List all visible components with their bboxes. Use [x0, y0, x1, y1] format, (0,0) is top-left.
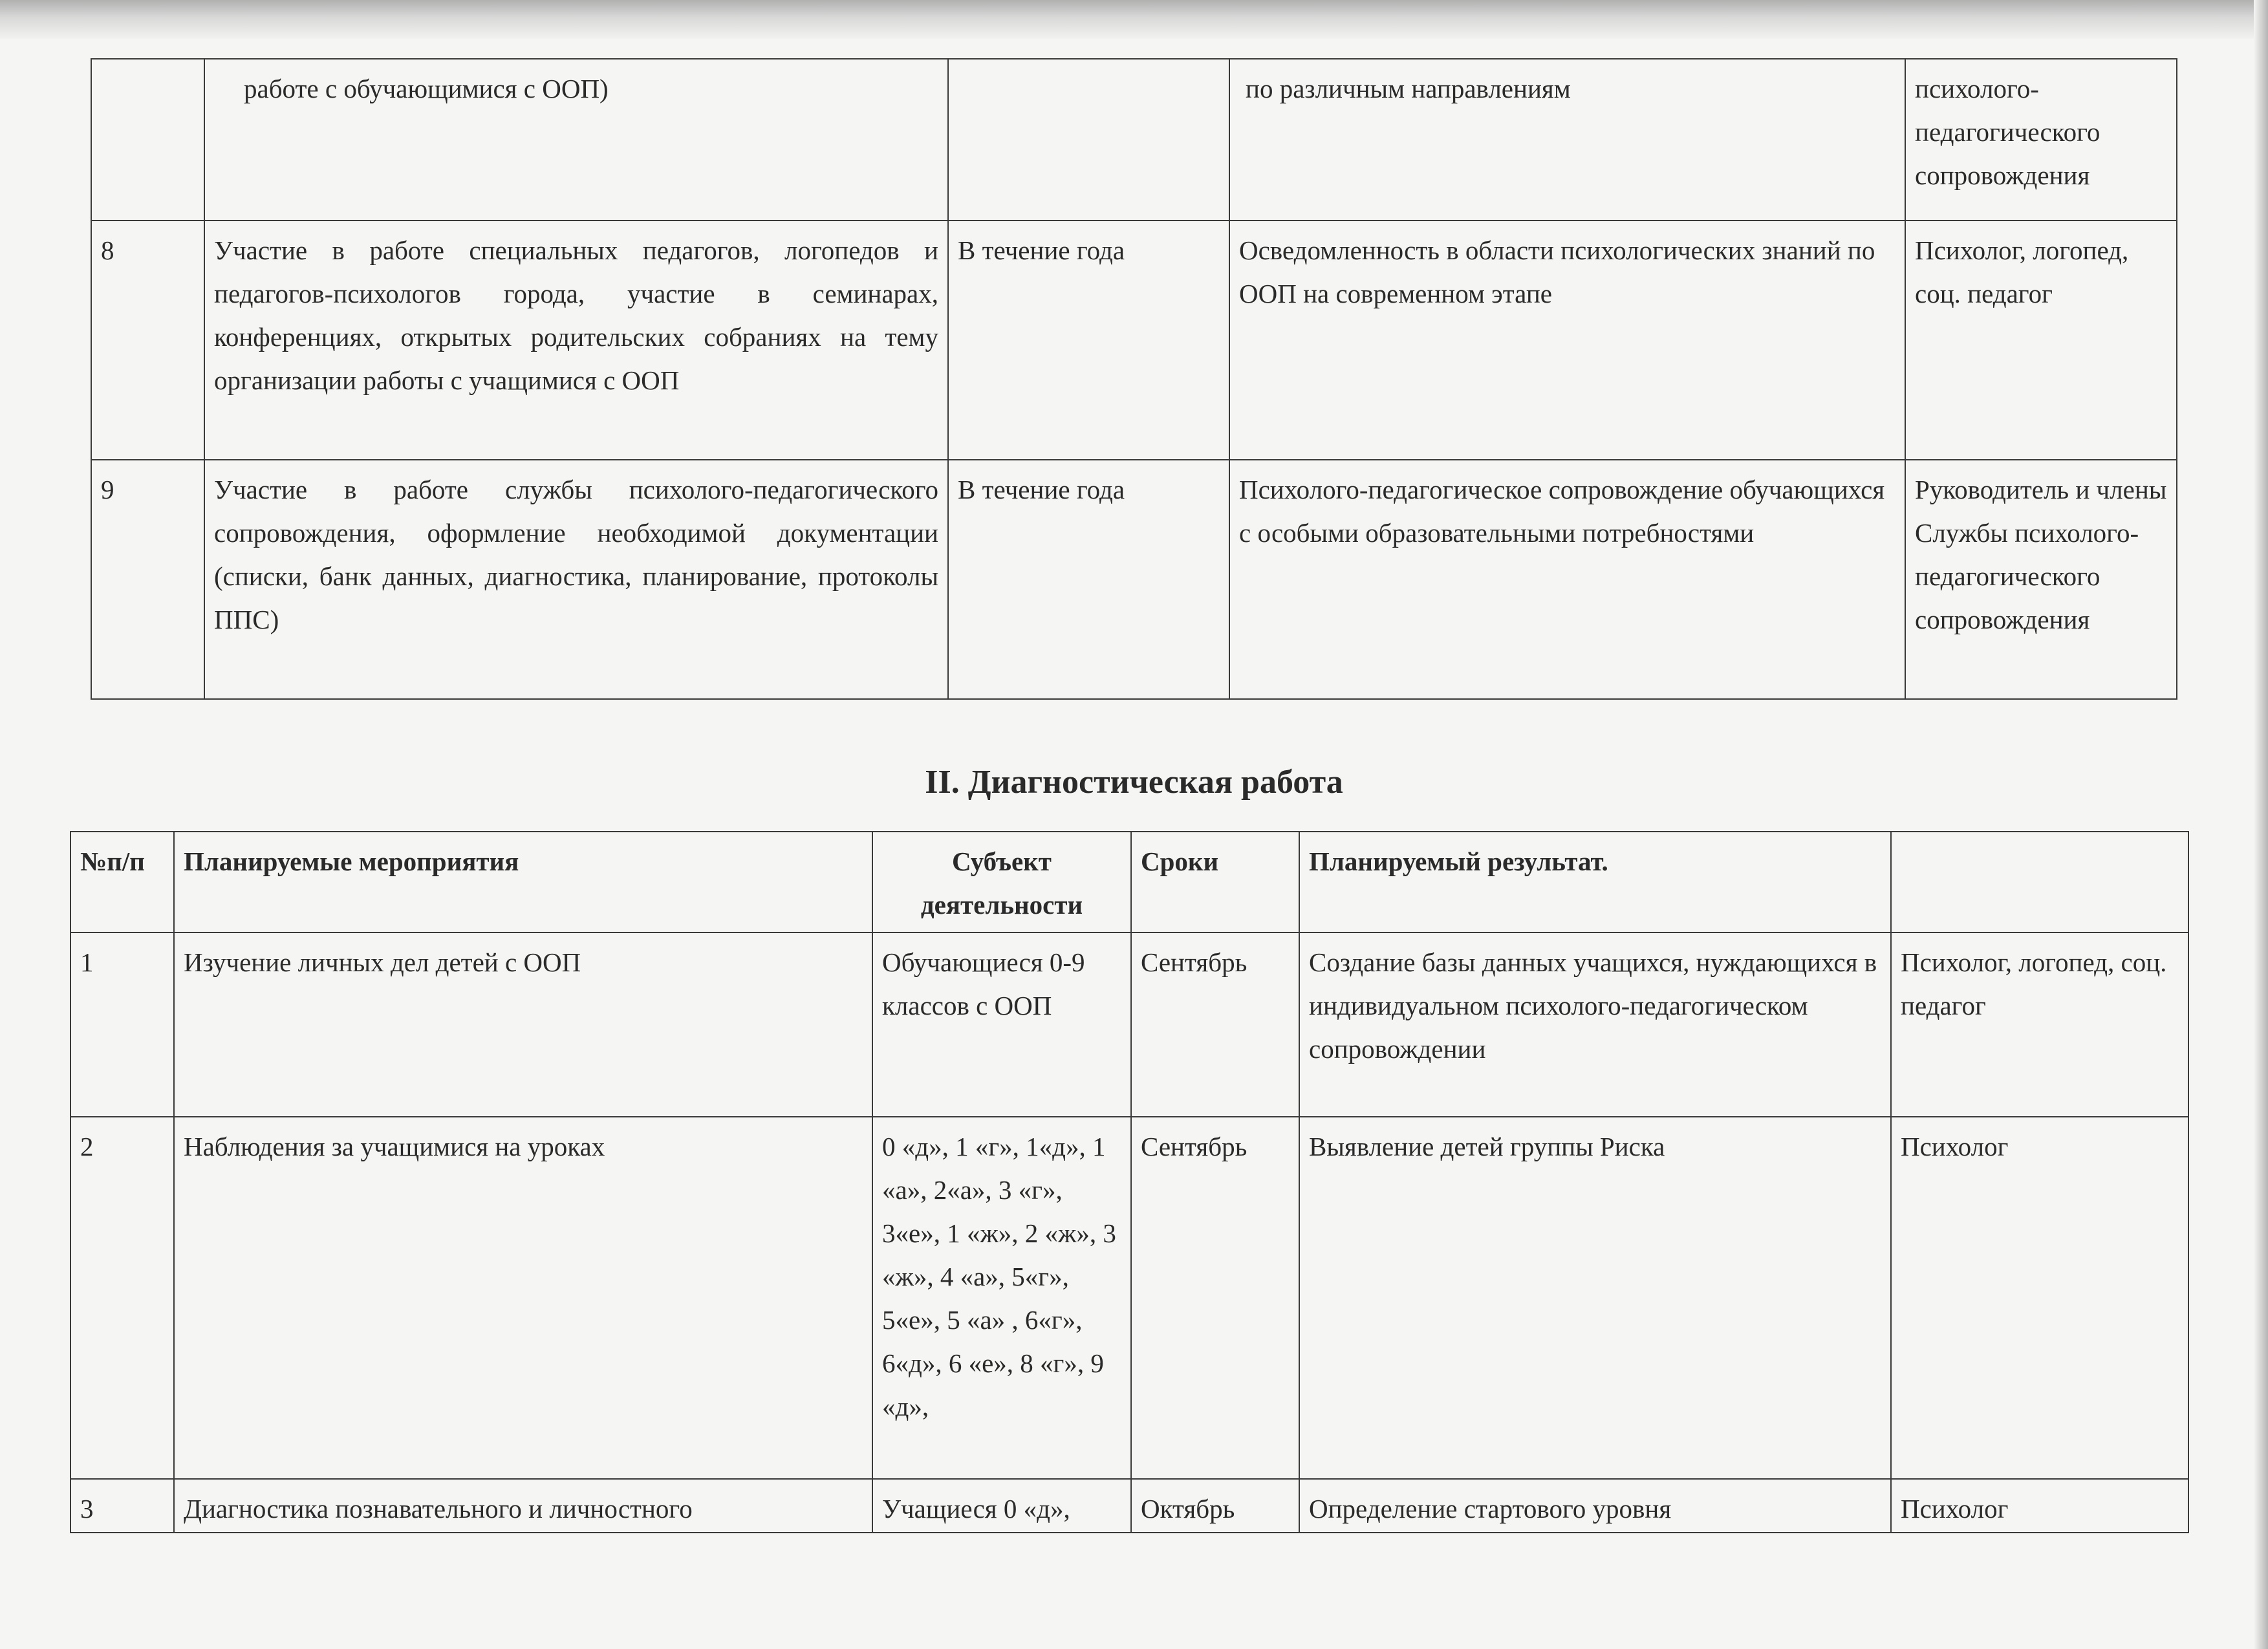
scan-right-edge [2254, 0, 2268, 1649]
header-period: Сроки [1131, 832, 1299, 932]
period-cell: Сентябрь [1131, 1117, 1299, 1479]
header-subject: Субъект деятельности [872, 832, 1131, 932]
row-number: 9 [91, 460, 204, 699]
diagnostic-work-table [70, 831, 2189, 1533]
responsible-cell: Психолог [1891, 1479, 2188, 1533]
activity-cell: Участие в работе специальных педагогов, логопедов и педагогов-психологов города, участие в семинарах, конференциях, открытых родительских собраниях на тему организации работы с учащимися с ООП [204, 221, 948, 460]
row-number: 8 [91, 221, 204, 460]
table-header-row [70, 832, 2188, 932]
table-row [91, 460, 2177, 699]
row-number [91, 59, 204, 221]
header-activity: Планируемые мероприятия [174, 832, 872, 932]
header-num: №п/п [70, 832, 174, 932]
period-cell: В течение года [948, 221, 1229, 460]
section-title: II. Диагностическая работа [925, 764, 1343, 801]
row-number: 2 [70, 1117, 174, 1479]
activity-cell: работе с обучающимися с ООП) [204, 59, 948, 221]
subject-cell: 0 «д», 1 «г», 1«д», 1 «а», 2«а», 3 «г», 3«е», 1 «ж», 2 «ж», 3 «ж», 4 «а», 5«г», 5«е», 5 «а» , 6«г», 6«д», 6 «е», 8 «г», 9 «д», [872, 1117, 1131, 1479]
result-cell: Психолого-педагогическое сопровождение обучающихся с особыми образовательными потребностями [1229, 460, 1905, 699]
row-number: 3 [70, 1479, 174, 1533]
period-cell: Сентябрь [1131, 932, 1299, 1117]
responsible-cell: Психолог, логопед, соц. педагог [1891, 932, 2188, 1117]
activity-cell: Диагностика познавательного и личностного [174, 1479, 872, 1533]
period-cell: Октябрь [1131, 1479, 1299, 1533]
result-cell: Выявление детей группы Риска [1299, 1117, 1891, 1479]
result-cell: по различным направлениям [1229, 59, 1905, 221]
result-cell: Создание базы данных учащихся, нуждающихся в индивидуальном психолого-педагогическом сопровождении [1299, 932, 1891, 1117]
activity-cell: Наблюдения за учащимися на уроках [174, 1117, 872, 1479]
period-cell [948, 59, 1229, 221]
result-cell: Осведомленность в области психологических знаний по ООП на современном этапе [1229, 221, 1905, 460]
row-number: 1 [70, 932, 174, 1117]
responsible-cell: Психолог, логопед, соц. педагог [1905, 221, 2177, 460]
header-responsible [1891, 832, 2188, 932]
responsible-cell: Психолог [1891, 1117, 2188, 1479]
table-row [70, 1117, 2188, 1479]
subject-cell: Учащиеся 0 «д», [872, 1479, 1131, 1533]
table-row [70, 932, 2188, 1117]
table-row [91, 221, 2177, 460]
table-row [70, 1479, 2188, 1533]
period-cell: В течение года [948, 460, 1229, 699]
table-row [91, 59, 2177, 221]
responsible-cell: Руководитель и члены Службы психолого-педагогического сопровождения [1905, 460, 2177, 699]
activity-cell: Изучение личных дел детей с ООП [174, 932, 872, 1117]
activity-cell: Участие в работе службы психолого-педагогического сопровождения, оформление необходимой документации (списки, банк данных, диагностика, планирование, протоколы ППС) [204, 460, 948, 699]
subject-cell: Обучающиеся 0-9 классов с ООП [872, 932, 1131, 1117]
result-cell: Определение стартового уровня [1299, 1479, 1891, 1533]
scan-top-edge [0, 0, 2268, 39]
work-plan-table-continued [91, 58, 2177, 700]
responsible-cell: психолого-педагогического сопровождения [1905, 59, 2177, 221]
header-result: Планируемый результат. [1299, 832, 1891, 932]
